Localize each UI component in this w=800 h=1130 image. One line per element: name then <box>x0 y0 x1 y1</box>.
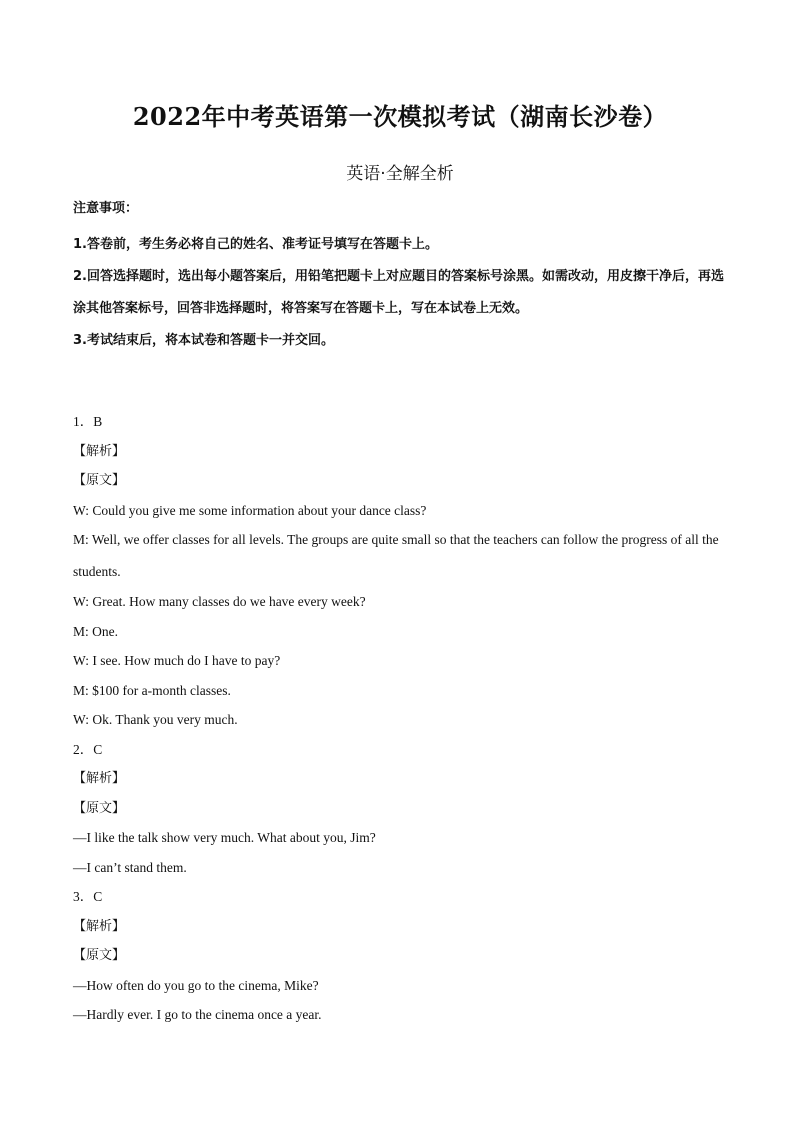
question-3-original-label: 【原文】 <box>73 948 126 963</box>
transcript-line: W: Great. How many classes do we have every week? <box>73 594 366 609</box>
question-2-analysis-label: 【解析】 <box>73 771 126 786</box>
page-title: 2022年中考英语第一次模拟考试（湖南长沙卷） <box>132 102 668 131</box>
notice-item-2: 2.回答选择题时，选出每小题答案后，用铅笔把题卡上对应题目的答案标号涂黑。如需改动，用皮擦干净后，再选涂其他答案标号，回答非选择题时，将答案写在答题卡上，写在本试卷上无效。 <box>73 269 724 316</box>
transcript-line: —How often do you go to the cinema, Mike? <box>73 977 319 993</box>
question-1-original-label: 【原文】 <box>73 473 126 488</box>
answer-body <box>73 407 733 1030</box>
notice-heading: 注意事项： <box>73 201 139 216</box>
question-3-analysis-label: 【解析】 <box>73 918 126 934</box>
transcript-line: W: Could you give me some information about your dance class? <box>73 502 427 518</box>
notice-item-1: 1.答卷前，考生务必将自己的姓名、准考证号填写在答题卡上。 <box>73 237 438 252</box>
transcript-line: —Hardly ever. I go to the cinema once a year. <box>73 1007 322 1022</box>
transcript-line: —I can’t stand them. <box>73 859 187 875</box>
transcript-line: M: One. <box>73 623 118 639</box>
question-1-answer: 1．B <box>73 414 103 429</box>
notice-item-3: 3.考试结束后，将本试卷和答题卡一并交回。 <box>73 333 334 348</box>
transcript-line: W: Ok. Thank you very much. <box>73 712 238 727</box>
question-3-answer: 3．C <box>73 889 103 904</box>
transcript-line: W: I see. How much do I have to pay? <box>73 653 281 668</box>
page-subtitle: 英语·全解全析 <box>346 164 454 184</box>
question-2-original-label: 【原文】 <box>73 800 126 816</box>
question-2-answer: 2．C <box>73 741 103 757</box>
notice-section <box>73 199 733 357</box>
transcript-line: —I like the talk show very much. What about you, Jim? <box>73 830 376 845</box>
question-1-analysis-label: 【解析】 <box>73 443 126 459</box>
transcript-line: M: $100 for a-month classes. <box>73 682 231 698</box>
transcript-line: M: Well, we offer classes for all levels. The groups are quite small so that the teachers can follow the progress of all the students. <box>73 532 719 579</box>
